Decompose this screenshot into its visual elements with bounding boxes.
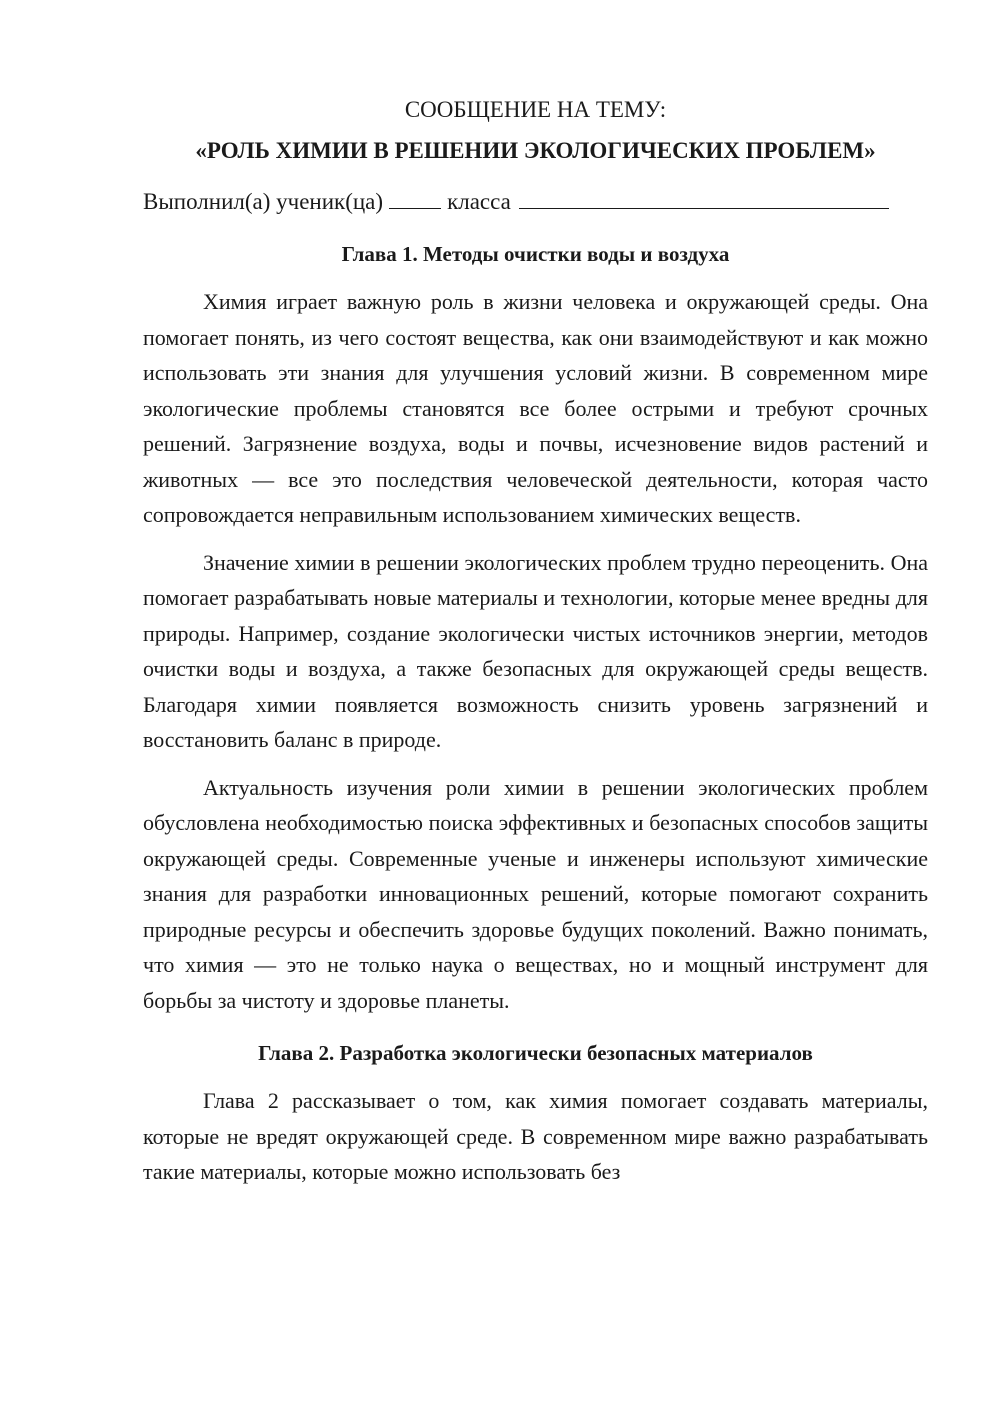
- paragraph: Глава 2 рассказывает о том, как химия помогает создавать материалы, которые не вредят окружающей среде. В современном мире важно разрабатывать такие материалы, которые можно использовать без: [143, 1088, 928, 1184]
- author-line: [143, 184, 928, 219]
- paragraph: Актуальность изучения роли химии в решении экологических проблем обусловлена необходимостью поиска эффективных и безопасных способов защиты окружающей среды. Современные ученые и инженеры используют химические знания для разработки инновационных решений, которые помогают сохранить природные ресурсы и обеспечить здоровье будущих поколений. Важно понимать, что химия — это не только наука о веществах, но и мощный инструмент для борьбы за чистоту и здоровье планеты.: [143, 774, 928, 1013]
- paragraph: Значение химии в решении экологических проблем трудно переоценить. Она помогает разрабатывать новые материалы и технологии, которые менее вредны для природы. Например, создание экологически чистых источников энергии, методов очистки воды и воздуха, а также безопасных для окружающей среды веществ. Благодаря химии появляется возможность снизить уровень загрязнений и восстановить баланс в природе.: [143, 549, 928, 752]
- paragraph: Химия играет важную роль в жизни человека и окружающей среды. Она помогает понять, из чего состоят вещества, как они взаимодействуют и как можно использовать эти знания для улучшения условий жизни. В современном мире экологические проблемы становятся все более острыми и требуют срочных решений. Загрязнение воздуха, воды и почвы, исчезновение видов растений и животных — все это последствия человеческой деятельности, которая часто сопровождается неправильным использованием химических веществ.: [143, 289, 928, 527]
- name-blank: [519, 186, 889, 209]
- document-title-topic: «РОЛЬ ХИМИИ В РЕШЕНИИ ЭКОЛОГИЧЕСКИХ ПРОБЛЕМ»: [195, 138, 876, 163]
- document-page: [143, 92, 928, 1202]
- chapter-heading: Глава 2. Разработка экологически безопасных материалов: [258, 1041, 813, 1065]
- author-class-label: класса: [447, 189, 511, 214]
- chapter-heading: Глава 1. Методы очистки воды и воздуха: [341, 242, 730, 266]
- author-prefix: Выполнил(а) ученик(ца): [143, 189, 384, 214]
- grade-blank: [389, 186, 441, 209]
- document-title-line1: СООБЩЕНИЕ НА ТЕМУ:: [404, 97, 667, 122]
